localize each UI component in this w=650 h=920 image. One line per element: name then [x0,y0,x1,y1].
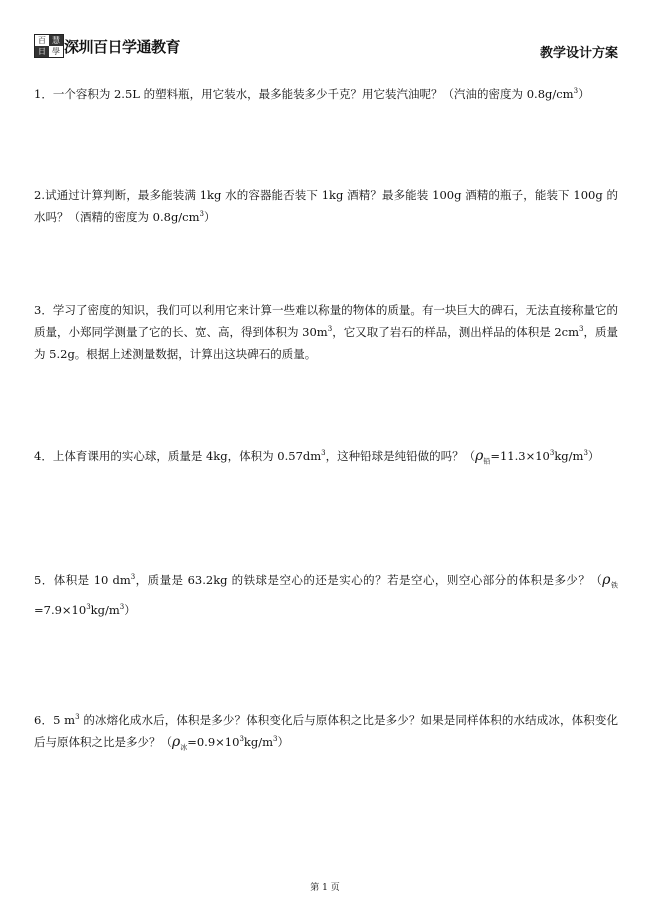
question-number: 5． [34,573,54,587]
exponent: 3 [119,603,125,612]
question-1 [34,83,618,105]
question-text: 试通过计算判断，最多能装满 1kg 水的容器能否装下 1kg 酒精？最多能装 100g 酒精的瓶子，能装下 100g 的水吗？（酒精的密度为 0.8g/cm [34,188,618,224]
brand-name: 深圳百日学通教育 [64,38,181,56]
brand-logo [34,34,64,58]
question-text: ，它又取了岩石的样品，测出样品的体积是 2cm [332,325,580,339]
question-text: 学习了密度的知识，我们可以利用它来计算一些难以称量的物体的质量。有一块巨大的碑石，无法直接称量它的质量，小郑同学测量了它的长、宽、高，得到体积为 30m [34,303,618,339]
logo-char: 百 [35,35,49,46]
exponent: 3 [86,603,91,612]
exponent: 3 [579,325,584,334]
density-subscript: 铁 [610,581,618,590]
exponent: 3 [573,87,579,96]
question-text: ，质量为 5.2g。根据上述测量数据，计算出这块碑石的质量。 [34,325,619,361]
question-text: 一个容积为 2.5L 的塑料瓶，用它装水，最多能装多少千克？用它装汽油呢？（汽油的密度为 0.8g/cm [52,87,574,101]
question-text: =7.9×10 [34,603,87,617]
page-number: 第 1 页 [310,883,340,893]
question-text: ，质量是 63.2kg 的铁球是空心的还是实心的？若是空心，则空心部分的体积是多少？（ [135,573,603,587]
exponent: 3 [130,573,136,582]
question-text: 5 m [53,713,76,727]
exponent: 3 [239,735,244,744]
question-text: =11.3×10 [490,449,550,463]
question-tail: ） [204,210,216,224]
question-number: 2. [34,188,45,202]
question-text: =0.9×10 [187,735,240,749]
question-number: 1． [34,87,53,101]
question-tail: ） [277,735,289,749]
question-text: kg/m [554,449,584,463]
density-subscript: 冰 [180,743,188,752]
exponent: 3 [583,449,588,458]
question-4 [34,445,618,467]
page-header [34,34,618,61]
exponent: 3 [199,210,204,219]
question-3 [34,299,618,365]
question-tail: ） [578,87,590,101]
exponent: 3 [549,449,555,458]
question-tail: ） [587,449,600,463]
question-text: ，这种铅球是纯铅做的吗？（ [325,449,476,463]
question-number: 6． [34,713,54,727]
logo-char: 慧 [49,35,63,46]
logo-char: 日 [35,46,49,57]
question-5 [34,565,618,625]
question-tail: ） [124,603,136,617]
question-2 [34,184,618,228]
question-text: 的冰熔化成水后，体积是多少？体积变化后与原体积之比是多少？如果是同样体积的水结成冰，体积变化后与原体积之比是多少？（ [34,713,618,749]
exponent: 3 [75,713,80,722]
logo-char: 學 [49,46,63,57]
question-number: 4． [34,449,53,463]
question-text: kg/m [90,603,120,617]
question-text: 体积是 10 dm [53,573,131,587]
rho-symbol: ρ [172,734,181,750]
question-text: 上体育课用的实心球，质量是 4kg，体积为 0.57dm [52,449,322,463]
density-subscript: 铅 [483,457,491,466]
rho-symbol: ρ [475,448,484,464]
document-type: 教学设计方案 [539,46,618,61]
exponent: 3 [327,325,333,334]
question-number: 3． [34,303,53,317]
exponent: 3 [321,449,326,458]
exponent: 3 [273,735,278,744]
question-text: kg/m [243,735,274,749]
rho-symbol: ρ [602,572,611,588]
question-6 [34,709,618,753]
